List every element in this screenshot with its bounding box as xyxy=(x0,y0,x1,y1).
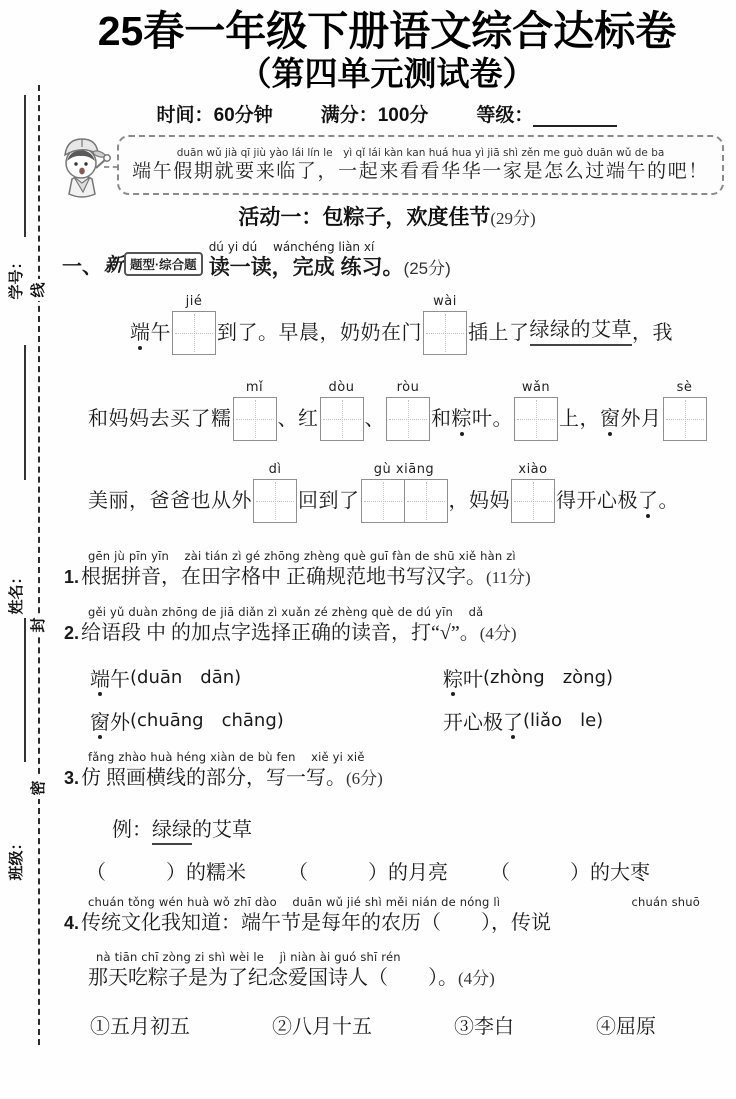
passage-line-2 xyxy=(88,380,708,441)
pinyin-choice-text: (chuāng chāng) xyxy=(130,710,284,731)
speech-bubble xyxy=(117,135,724,195)
dotted-char: 窗 xyxy=(90,706,110,735)
box-pinyin-label: ròu xyxy=(396,380,420,395)
grade-blank-line[interactable] xyxy=(533,105,617,127)
dotted-char: 粽 xyxy=(451,408,472,430)
dotted-char: 窗 xyxy=(600,408,621,430)
question-4 xyxy=(64,895,700,937)
underlined-text: 绿绿的艾草 xyxy=(530,317,633,346)
q2-option-duanwu[interactable] xyxy=(90,663,241,692)
text-segment: 叶 xyxy=(463,669,483,691)
name-label: 姓名： xyxy=(8,569,25,615)
q3-blanks-row xyxy=(86,856,650,885)
tianzige-box[interactable] xyxy=(386,380,430,441)
dotted-char: 粽 xyxy=(443,663,463,692)
q2-option-zongye[interactable] xyxy=(443,663,613,692)
writing-cell[interactable] xyxy=(663,397,707,441)
q4-choice-1: ①五月初五 xyxy=(90,1016,190,1038)
question-1-text: 1. 根据拼音，在田字格中 正确规范地书写汉字。 (11分) xyxy=(64,563,531,592)
section-one-heading xyxy=(62,240,451,282)
bubble-pinyin: duān wǔ jià qī jiù yào lái lín le yì qǐ lái kàn kan huá hua yì jiā shì zěn me guò duān wǔ de ba xyxy=(176,146,665,159)
bubble-text: 端午假期就要来临了，一起来看看华华一家是怎么过端午的吧！ xyxy=(132,160,709,182)
writing-cell[interactable] xyxy=(233,397,277,441)
seal-char-xian: 线 xyxy=(28,279,50,301)
new-question-type-badge xyxy=(104,250,203,277)
question-4-line-2 xyxy=(88,950,495,993)
tianzige-box[interactable] xyxy=(511,462,555,523)
section-number: 一、 xyxy=(62,256,102,278)
activity-points: (29分) xyxy=(490,209,536,228)
text-segment: 、红 xyxy=(277,408,319,430)
passage-line-1 xyxy=(130,294,673,355)
text-segment: 午 xyxy=(150,322,171,344)
tianzige-box[interactable] xyxy=(514,380,558,441)
box-pinyin-label: wài xyxy=(433,294,457,309)
question-1-pinyin: gēn jù pīn yīn zài tián zì gé zhōng zhèng què guī fàn de shū xiě hàn zì xyxy=(88,549,516,563)
box-pinyin-label: dì xyxy=(268,462,282,477)
paper-title: 25春一年级下册语文综合达标卷 xyxy=(97,8,677,54)
writing-cell[interactable] xyxy=(423,311,467,355)
student-id-blank-line[interactable] xyxy=(24,95,26,237)
q4-choice-2: ②八月十五 xyxy=(272,1016,372,1038)
box-pinyin-label: jié xyxy=(185,294,203,309)
q4-choice-3: ③李白 xyxy=(454,1016,514,1038)
tianzige-box[interactable] xyxy=(423,294,467,355)
question-1 xyxy=(64,549,531,592)
box-pinyin-label: xiào xyxy=(518,462,548,477)
box-pinyin-label: gù xiāng xyxy=(373,462,435,477)
question-2-pinyin: gěi yǔ duàn zhōng de jiā diǎn zì xuǎn zé zhèng què de dú yīn dǎ xyxy=(88,605,484,619)
badge-new-char: 新 xyxy=(104,255,124,276)
paper-info-row xyxy=(38,100,736,127)
tianzige-box[interactable] xyxy=(172,294,216,355)
dotted-char: 了 xyxy=(503,706,523,735)
activity-title: 活动一：包粽子，欢度佳节 xyxy=(238,206,491,229)
question-3-pinyin: fǎng zhào huà héng xiàn de bù fen xiě yi xiě xyxy=(88,750,365,764)
text-segment: 外月 xyxy=(620,408,662,430)
box-pinyin-label: mǐ xyxy=(245,380,264,395)
text-segment: 得开心极 xyxy=(556,490,638,512)
section-title-pinyin: dú yi dú wánchéng liàn xí xyxy=(208,240,375,254)
grade-field: 等级： xyxy=(476,100,617,127)
writing-cell[interactable] xyxy=(386,397,430,441)
text-segment: 到了。早晨，奶奶在门 xyxy=(217,322,422,344)
writing-cell[interactable] xyxy=(404,479,448,523)
seal-char-mi: 密 xyxy=(28,777,50,799)
box-pinyin-label: sè xyxy=(676,380,693,395)
text-segment: 上， xyxy=(559,408,600,430)
text-segment: 美丽，爸爸也从外 xyxy=(88,490,252,512)
text-segment: 和妈妈去买了糯 xyxy=(88,408,232,430)
text-segment: 插上了 xyxy=(468,322,530,344)
dotted-char: 端 xyxy=(130,322,151,344)
writing-cell[interactable] xyxy=(511,479,555,523)
full-score-field: 满分：100分 xyxy=(320,105,429,126)
text-segment: 、 xyxy=(364,408,385,430)
question-2-points: (4分) xyxy=(479,624,517,643)
passage-line-3 xyxy=(88,462,679,523)
question-1-number: 1. xyxy=(64,567,80,587)
name-blank-line[interactable] xyxy=(24,345,26,480)
q3-blank-dazao[interactable]: （ ）的大枣 xyxy=(490,862,650,884)
question-3-number: 3. xyxy=(64,768,80,788)
text-segment: ，妈妈 xyxy=(448,490,510,512)
question-1-points: (11分) xyxy=(486,568,531,587)
box-pinyin-label: dòu xyxy=(328,380,355,395)
writing-cell[interactable] xyxy=(253,479,297,523)
question-4-text-2: 那天吃粽子是为了纪念爱国诗人（ ）。 (4分) xyxy=(88,964,495,993)
text-segment: 和 xyxy=(431,408,452,430)
question-4-number: 4. xyxy=(64,913,80,933)
pinyin-choice-text: (zhòng zòng) xyxy=(483,667,614,688)
writing-cell[interactable] xyxy=(361,479,405,523)
tianzige-box[interactable] xyxy=(663,380,707,441)
activity-heading xyxy=(38,201,736,231)
underlined-text: 绿绿 xyxy=(152,813,192,845)
question-4-pinyin-1-end: chuán shuō xyxy=(631,895,700,909)
class-label: 班级： xyxy=(8,835,25,881)
question-3 xyxy=(64,750,383,793)
question-4-points: (4分) xyxy=(458,969,495,988)
q4-choice-4: ④屈原 xyxy=(596,1016,656,1038)
question-4-pinyin-2: nà tiān chī zòng zi shì wèi le jì niàn ài guó shī rén xyxy=(96,950,401,964)
pinyin-choice-text: (liǎo le) xyxy=(523,710,604,731)
q3-blank-yueliang[interactable]: （ ）的月亮 xyxy=(288,862,448,884)
text-segment: ，我 xyxy=(632,322,673,344)
pinyin-choice-text: (duān dān) xyxy=(130,667,242,688)
q3-example xyxy=(112,813,252,845)
question-3-text: 3. 仿 照画横线的部分，写一写。 (6分) xyxy=(64,764,383,793)
question-3-points: (6分) xyxy=(346,769,383,788)
section-points: (25分) xyxy=(403,259,451,278)
text-segment: 回到了 xyxy=(298,490,360,512)
time-field: 时间：60分钟 xyxy=(156,105,273,126)
q2-option-chuangwai[interactable] xyxy=(90,706,284,735)
text-segment: 午 xyxy=(110,669,130,691)
text-segment: 开心极 xyxy=(443,712,503,734)
paper-subtitle: （第四单元测试卷） xyxy=(238,55,536,92)
section-title-stack xyxy=(209,240,451,282)
question-4-pinyin-1: chuán tǒng wén huà wǒ zhī dào duān wǔ jié shì měi nián de nóng lì chuán shuō xyxy=(88,895,700,909)
tianzige-box[interactable] xyxy=(233,380,277,441)
seal-char-feng: 封 xyxy=(28,614,50,636)
q4-choices-row xyxy=(90,1010,656,1039)
question-4-text-1: 4. 传统文化我知道：端午节是每年的农历（ ），传说 xyxy=(64,909,700,937)
text-segment: 外 xyxy=(110,712,130,734)
text-segment: 叶。 xyxy=(472,408,513,430)
q2-option-kaixinjile[interactable] xyxy=(443,706,603,735)
dotted-char: 了 xyxy=(638,490,659,512)
tianzige-box[interactable] xyxy=(253,462,297,523)
speech-bubble-tail xyxy=(104,166,118,168)
text-segment: 。 xyxy=(658,490,679,512)
q3-blank-nuomi[interactable]: （ ）的糯米 xyxy=(86,862,246,884)
writing-cell[interactable] xyxy=(172,311,216,355)
section-title: 读一读，完成 练习。(25分) xyxy=(208,256,451,279)
question-2 xyxy=(64,605,517,648)
writing-cell[interactable] xyxy=(320,397,364,441)
tianzige-box[interactable] xyxy=(320,380,364,441)
badge-label: 题型·综合题 xyxy=(124,252,203,276)
writing-cell[interactable] xyxy=(514,397,558,441)
class-blank-line[interactable] xyxy=(24,618,26,762)
box-pinyin-label: wǎn xyxy=(521,380,551,395)
question-2-number: 2. xyxy=(64,623,80,643)
student-id-label: 学号： xyxy=(8,254,25,300)
dotted-char: 端 xyxy=(90,663,110,692)
text-segment: 例： xyxy=(112,819,152,841)
mascot-boy-icon xyxy=(52,132,112,198)
question-2-text: 2. 给语段 中 的加点字选择正确的读音，打“√”。 (4分) xyxy=(64,619,517,648)
text-segment: 的艾草 xyxy=(192,819,252,841)
tianzige-double-box[interactable] xyxy=(361,462,448,523)
